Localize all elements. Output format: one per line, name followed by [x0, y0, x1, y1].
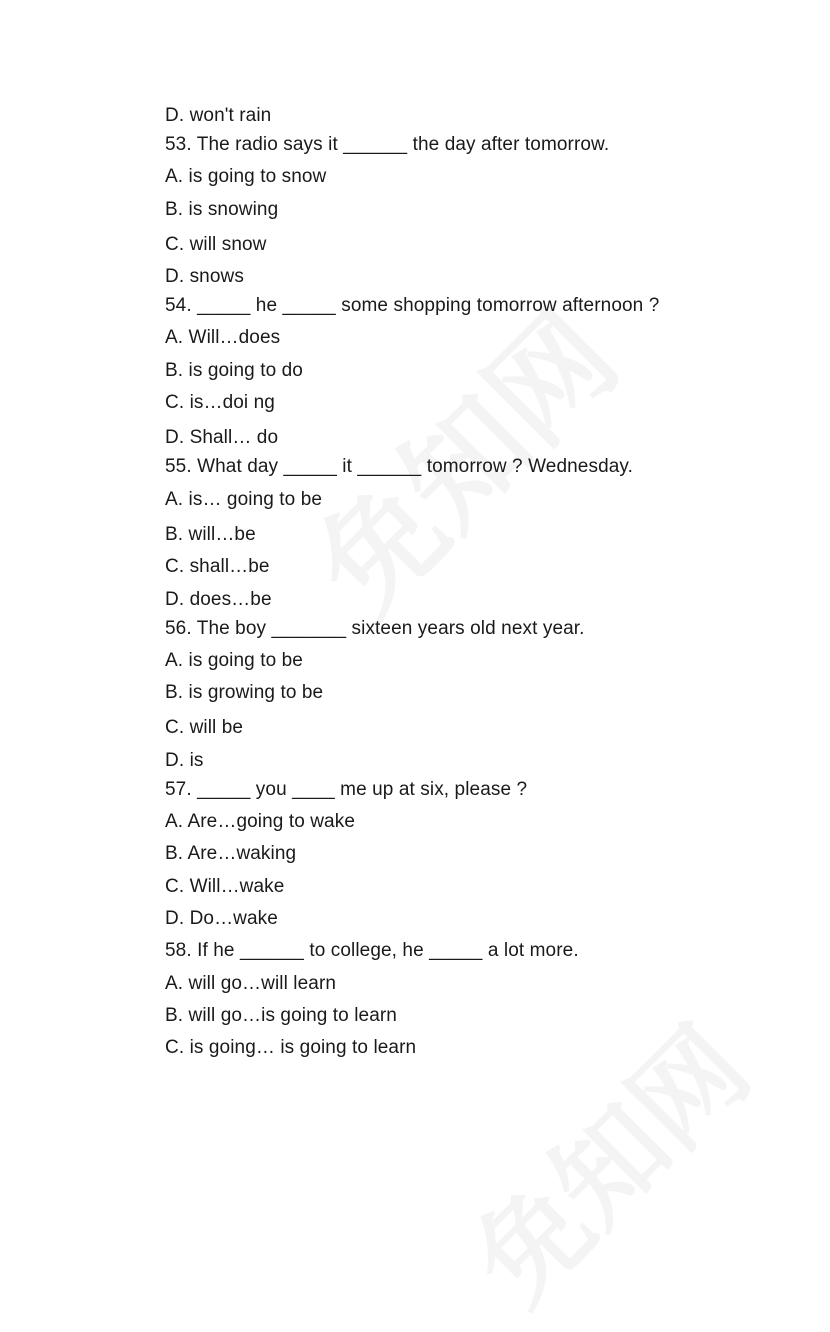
answer-option: B. is snowing [165, 199, 279, 220]
answer-option: A. Are…going to wake [165, 811, 355, 832]
answer-option: B. will…be [165, 524, 256, 545]
answer-option: C. is going… is going to learn [165, 1037, 417, 1058]
answer-option: D. Shall… do [165, 427, 279, 448]
answer-option: A. is going to snow [165, 166, 327, 187]
answer-option: A. Will…does [165, 327, 281, 348]
question-53: 53. The radio says it ______ the day after tomorrow. [165, 134, 610, 155]
question-57: 57. _____ you ____ me up at six, please ? [165, 779, 528, 800]
answer-option: B. Are…waking [165, 843, 297, 864]
answer-option: D. does…be [165, 589, 272, 610]
answer-option: C. will be [165, 717, 244, 738]
answer-option: D. is [165, 750, 204, 771]
answer-option: B. is going to do [165, 360, 303, 381]
question-54: 54. _____ he _____ some shopping tomorrow afternoon ? [165, 295, 660, 316]
answer-option: A. is… going to be [165, 489, 323, 510]
watermark-lower [432, 986, 777, 1331]
answer-option: A. will go…will learn [165, 973, 337, 994]
answer-option: C. shall…be [165, 556, 270, 577]
answer-option: A. is going to be [165, 650, 303, 671]
answer-option: D. Do…wake [165, 908, 278, 929]
answer-option: C. Will…wake [165, 876, 285, 897]
answer-option: B. will go…is going to learn [165, 1005, 397, 1026]
answer-option: D. won't rain [165, 105, 272, 126]
answer-option: C. will snow [165, 234, 267, 255]
answer-option: B. is growing to be [165, 682, 324, 703]
question-55: 55. What day _____ it ______ tomorrow ? Wednesday. [165, 456, 633, 477]
answer-option: C. is…doi ng [165, 392, 275, 413]
question-56: 56. The boy _______ sixteen years old next year. [165, 618, 585, 639]
question-58: 58. If he ______ to college, he _____ a lot more. [165, 940, 579, 961]
answer-option: D. snows [165, 266, 244, 287]
